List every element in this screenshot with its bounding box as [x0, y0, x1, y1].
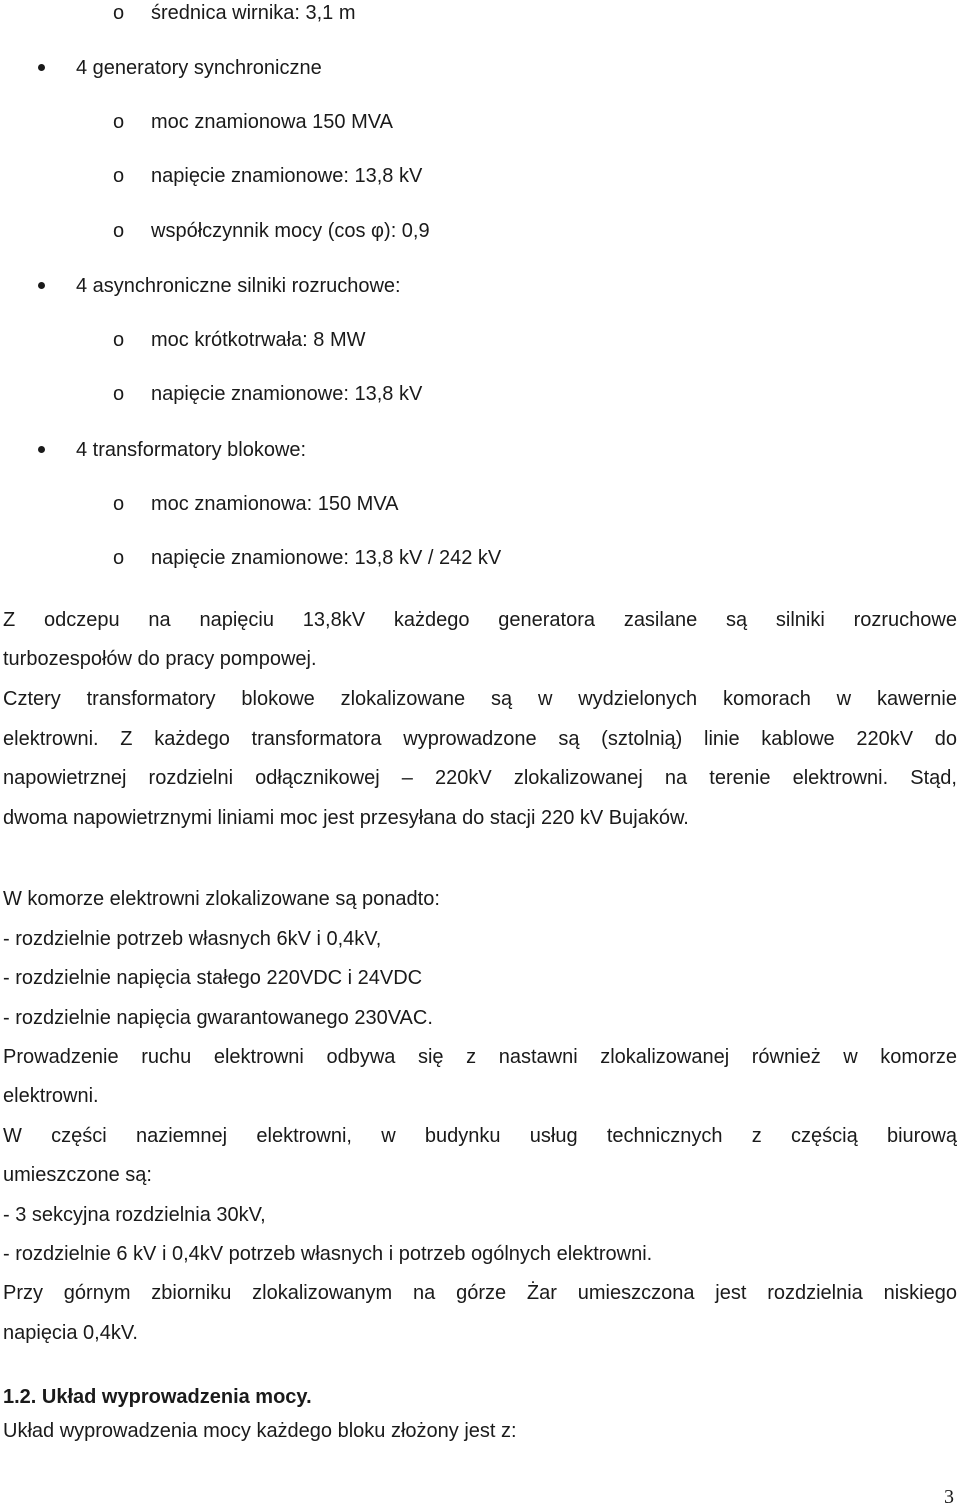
list-item: napięcie znamionowe: 13,8 kV [151, 165, 423, 187]
paragraph-line: napowietrznej rozdzielni odłącznikowej – 220kV zlokalizowanej na terenie elektrowni. Stąd, [3, 767, 957, 789]
paragraph-line: - 3 sekcyjna rozdzielnia 30kV, [3, 1204, 266, 1226]
page-number: 3 [944, 1486, 954, 1508]
paragraph-line: napięcia 0,4kV. [3, 1322, 138, 1344]
section-intro: Układ wyprowadzenia mocy każdego bloku złożony jest z: [3, 1420, 517, 1442]
paragraph-line: dwoma napowietrznymi liniami moc jest przesyłana do stacji 220 kV Bujaków. [3, 807, 689, 829]
list-item: moc znamionowa: 150 MVA [151, 493, 399, 515]
paragraph-line: - rozdzielnie potrzeb własnych 6kV i 0,4kV, [3, 928, 382, 950]
list-item: współczynnik mocy (cos φ): 0,9 [151, 220, 430, 242]
list-marker-o: o [113, 2, 125, 24]
paragraph-line: - rozdzielnie 6 kV i 0,4kV potrzeb własnych i potrzeb ogólnych elektrowni. [3, 1243, 653, 1265]
list-marker-o: o [113, 383, 125, 405]
paragraph-line: elektrowni. Z każdego transformatora wyprowadzone są (sztolnią) linie kablowe 220kV do [3, 728, 957, 750]
list-item: 4 asynchroniczne silniki rozruchowe: [76, 275, 401, 297]
list-item: napięcie znamionowe: 13,8 kV / 242 kV [151, 547, 502, 569]
paragraph-line: - rozdzielnie napięcia stałego 220VDC i 24VDC [3, 967, 423, 989]
list-item: średnica wirnika: 3,1 m [151, 2, 356, 24]
list-marker-o: o [113, 329, 125, 351]
list-item: moc krótkotrwała: 8 MW [151, 329, 366, 351]
list-item: 4 transformatory blokowe: [76, 439, 307, 461]
list-marker-o: o [113, 165, 125, 187]
paragraph-line: Prowadzenie ruchu elektrowni odbywa się z nastawni zlokalizowanej również w komorze [3, 1046, 957, 1068]
paragraph-line: - rozdzielnie napięcia gwarantowanego 230VAC. [3, 1007, 433, 1029]
paragraph-line: umieszczone są: [3, 1164, 152, 1186]
paragraph-line: Przy górnym zbiorniku zlokalizowanym na górze Żar umieszczona jest rozdzielnia niskiego [3, 1282, 957, 1304]
section-heading: 1.2. Układ wyprowadzenia mocy. [3, 1386, 312, 1408]
paragraph-line: W komorze elektrowni zlokalizowane są ponadto: [3, 888, 440, 910]
bullet-icon [38, 446, 45, 453]
list-marker-o: o [113, 111, 125, 133]
list-item: moc znamionowa 150 MVA [151, 111, 393, 133]
bullet-icon [38, 282, 45, 289]
list-item: 4 generatory synchroniczne [76, 57, 322, 79]
bullet-icon [38, 64, 45, 71]
paragraph-line: elektrowni. [3, 1085, 99, 1107]
paragraph-line: turbozespołów do pracy pompowej. [3, 648, 317, 670]
list-item: napięcie znamionowe: 13,8 kV [151, 383, 423, 405]
paragraph-line: W części naziemnej elektrowni, w budynku usług technicznych z częścią biurową [3, 1125, 957, 1147]
list-marker-o: o [113, 547, 125, 569]
list-marker-o: o [113, 220, 125, 242]
paragraph-line: Z odczepu na napięciu 13,8kV każdego generatora zasilane są silniki rozruchowe [3, 609, 957, 631]
list-marker-o: o [113, 493, 125, 515]
paragraph-line: Cztery transformatory blokowe zlokalizowane są w wydzielonych komorach w kawernie [3, 688, 957, 710]
